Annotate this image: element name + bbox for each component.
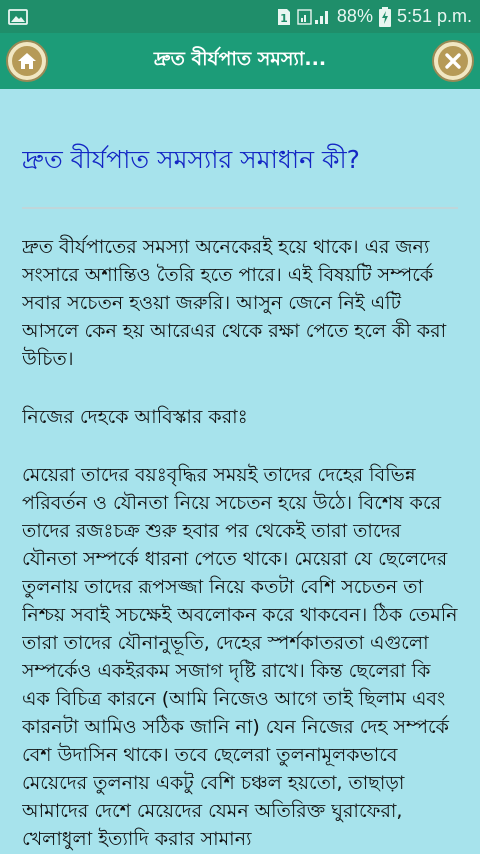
status-bar [0, 0, 480, 33]
battery-percent: 88% [336, 6, 373, 26]
status-time: 5:51 p.m. [396, 6, 472, 26]
signal-icon [297, 8, 331, 26]
battery-charging-icon [379, 7, 391, 27]
article-content [22, 89, 458, 854]
home-button[interactable] [6, 40, 48, 82]
gallery-icon [8, 8, 28, 26]
svg-text:1: 1 [280, 11, 288, 25]
app-bar [0, 33, 480, 89]
article-paragraph-body: মেয়েরা তাদের বয়ঃবৃদ্ধির সময়ই তাদের দেহের বিভিন্ন পরিবর্তন ও যৌনতা নিয়ে সচেতন হয়ে উঠে। বিশেষ করে তাদের রজঃচক্র শুরু হবার পর থেকেই তারা তাদের যৌনতা সম্পর্কে ধারনা পেতে থাকে। মেয়েরা যে ছেলেদের তুলনায় তাদের রূপসজ্জা নিয়ে কতটা বেশি সচেতন তা নিশ্চয় সবাই সচক্ষেই অবলোকন করে থাকবেন। ঠিক তেমনি তারা তাদের যৌনানুভূতি, দেহের স্পর্শকাতরতা এগুলো সম্পর্কেও একইরকম সজাগ দৃষ্টি রাখে। কিন্ত ছেলেরা কি এক বিচিত্র কারনে (আমি নিজেও আগে তাই ছিলাম এবং কারনটা আমিও সঠিক জানি না) যেন নিজের দেহ সম্পর্কে বেশ উদাসিন থাকে। তবে ছেলেরা তুলনামূলকভাবে মেয়েদের তুলনায় একটু বেশি চঞ্চল হয়তো, তাছাড়া আমাদের দেশে মেয়েদের যেমন অতিরিক্ত ঘুরাফেরা, খেলাধুলা ইত্যাদি করার সামান্য [22, 464, 458, 850]
app-title: দ্রুত বীর্যপাত সমস্যা... [153, 48, 327, 70]
heading-divider [22, 207, 458, 209]
close-button[interactable] [432, 40, 474, 82]
close-icon [438, 46, 468, 76]
article-paragraph-intro: দ্রুত বীর্যপাতের সমস্যা অনেকেরই হয়ে থাকে। এর জন্য সংসারে অশান্তিও তৈরি হতে পারে। এই বিষয়টি সম্পর্কে সবার সচেতন হওয়া জরুরি। আসুন জেনে নিই এটি আসলে কেন হয় আরেএর থেকে রক্ষা পেতে হলে কী করা উচিত। [22, 236, 447, 370]
article-heading: দ্রুত বীর্যপাত সমস্যার সমাধান কী? [22, 145, 360, 174]
article-subheading: নিজের দেহকে আবিস্কার করাঃ [22, 406, 248, 428]
home-icon [12, 46, 42, 76]
sim-1-icon [277, 8, 291, 26]
